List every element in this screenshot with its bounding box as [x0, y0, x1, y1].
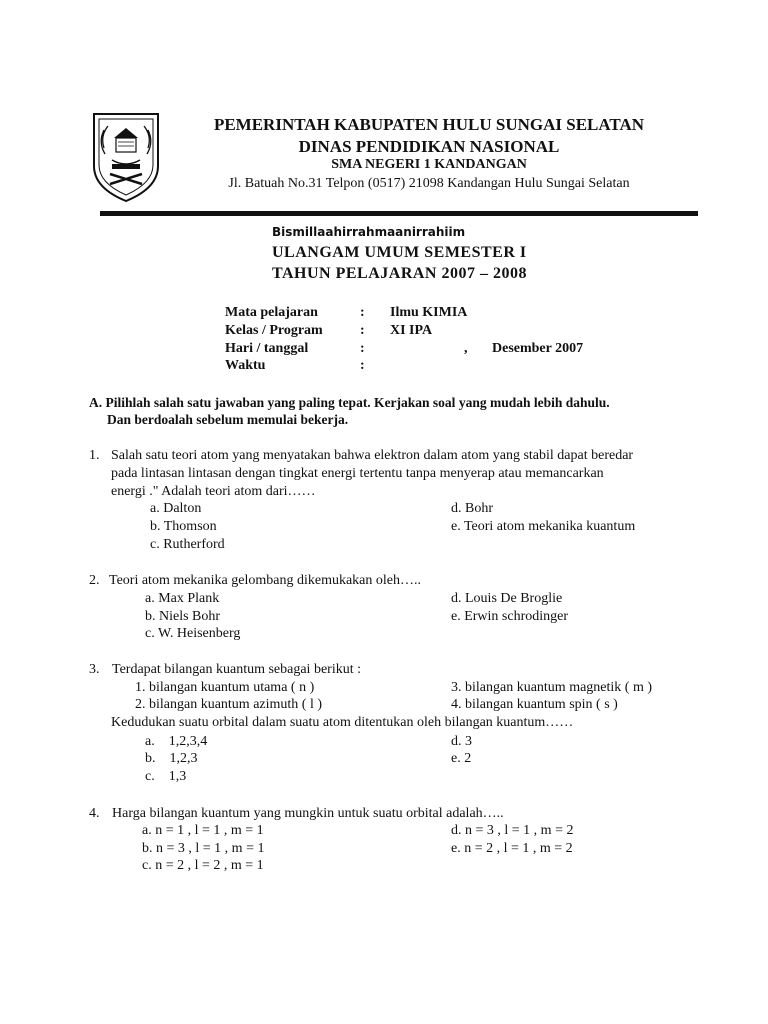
answer-option: b. 1,2,3	[145, 751, 198, 766]
info-separator: :	[360, 341, 365, 356]
letterhead-address: Jl. Batuah No.31 Telpon (0517) 21098 Kandangan Hulu Sungai Selatan	[228, 176, 630, 191]
answer-option: d. 3	[451, 734, 472, 749]
answer-option: b. Niels Bohr	[145, 609, 221, 624]
answer-option: d. n = 3 , l = 1 , m = 2	[451, 823, 574, 838]
answer-option: c. Rutherford	[150, 537, 225, 552]
question-text: Terdapat bilangan kuantum sebagai berikut :	[112, 662, 361, 677]
answer-option: e. n = 2 , l = 1 , m = 2	[451, 841, 573, 856]
answer-option: a. Max Plank	[145, 591, 220, 606]
info-value: Ilmu KIMIA	[390, 305, 468, 320]
question-number: 3.	[89, 662, 100, 677]
answer-option: c. 1,3	[145, 769, 187, 784]
info-separator: :	[360, 358, 365, 373]
exam-year: TAHUN PELAJARAN 2007 – 2008	[272, 265, 527, 282]
quantum-number-item: 4. bilangan kuantum spin ( s )	[451, 697, 618, 712]
info-separator: :	[360, 305, 365, 320]
instruction-line: A. Pilihlah salah satu jawaban yang paling tepat. Kerjakan soal yang mudah lebih dahulu.	[89, 395, 610, 410]
question-number: 1.	[89, 448, 100, 463]
answer-option: d. Bohr	[451, 501, 493, 516]
answer-option: a. Dalton	[150, 501, 202, 516]
answer-option: e. Erwin schrodinger	[451, 609, 569, 624]
question-text: energi ." Adalah teori atom dari……	[111, 484, 316, 499]
answer-option: e. Teori atom mekanika kuantum	[451, 519, 636, 534]
answer-option: d. Louis De Broglie	[451, 591, 563, 606]
exam-title: ULANGAM UMUM SEMESTER I	[272, 244, 527, 261]
answer-option: a. 1,2,3,4	[145, 734, 208, 749]
letterhead-divider	[100, 211, 698, 216]
info-label: Mata pelajaran	[225, 305, 318, 320]
answer-option: c. W. Heisenberg	[145, 626, 241, 641]
answer-option: b. n = 3 , l = 1 , m = 1	[142, 841, 265, 856]
answer-option: e. 2	[451, 751, 472, 766]
question-text: Salah satu teori atom yang menyatakan bahwa elektron dalam atom yang stabil dapat beredar	[111, 448, 634, 463]
quantum-number-item: 3. bilangan kuantum magnetik ( m )	[451, 680, 653, 695]
quantum-number-item: 2. bilangan kuantum azimuth ( l )	[135, 697, 323, 712]
quantum-number-item: 1. bilangan kuantum utama ( n )	[135, 680, 315, 695]
info-value: , Desember 2007	[464, 341, 584, 356]
question-stem: Kedudukan suatu orbital dalam suatu atom ditentukan oleh bilangan kuantum……	[111, 715, 574, 730]
question-text: Harga bilangan kuantum yang mungkin untuk suatu orbital adalah…..	[112, 806, 504, 821]
info-label: Waktu	[225, 358, 266, 373]
question-number: 2.	[89, 573, 100, 588]
letterhead-government: PEMERINTAH KABUPATEN HULU SUNGAI SELATAN	[213, 115, 645, 134]
letterhead-school: SMA NEGERI 1 KANDANGAN	[331, 157, 527, 172]
answer-option: b. Thomson	[150, 519, 217, 534]
question-text: Teori atom mekanika gelombang dikemukakan oleh…..	[109, 573, 421, 588]
question-number: 4.	[89, 806, 100, 821]
answer-option: c. n = 2 , l = 2 , m = 1	[142, 858, 264, 873]
question-text: pada lintasan lintasan dengan tingkat energi tertentu tanpa menyerap atau memancarkan	[111, 466, 604, 481]
info-separator: :	[360, 323, 365, 338]
opening-phrase: Bismillaahirrahmaanirrahiim	[272, 225, 466, 239]
letterhead-department: DINAS PENDIDIKAN NASIONAL	[298, 137, 560, 156]
answer-option: a. n = 1 , l = 1 , m = 1	[142, 823, 264, 838]
info-label: Hari / tanggal	[225, 341, 309, 356]
instruction-line: Dan berdoalah sebelum memulai bekerja.	[107, 412, 349, 427]
info-value: XI IPA	[390, 323, 433, 338]
info-label: Kelas / Program	[225, 323, 323, 338]
